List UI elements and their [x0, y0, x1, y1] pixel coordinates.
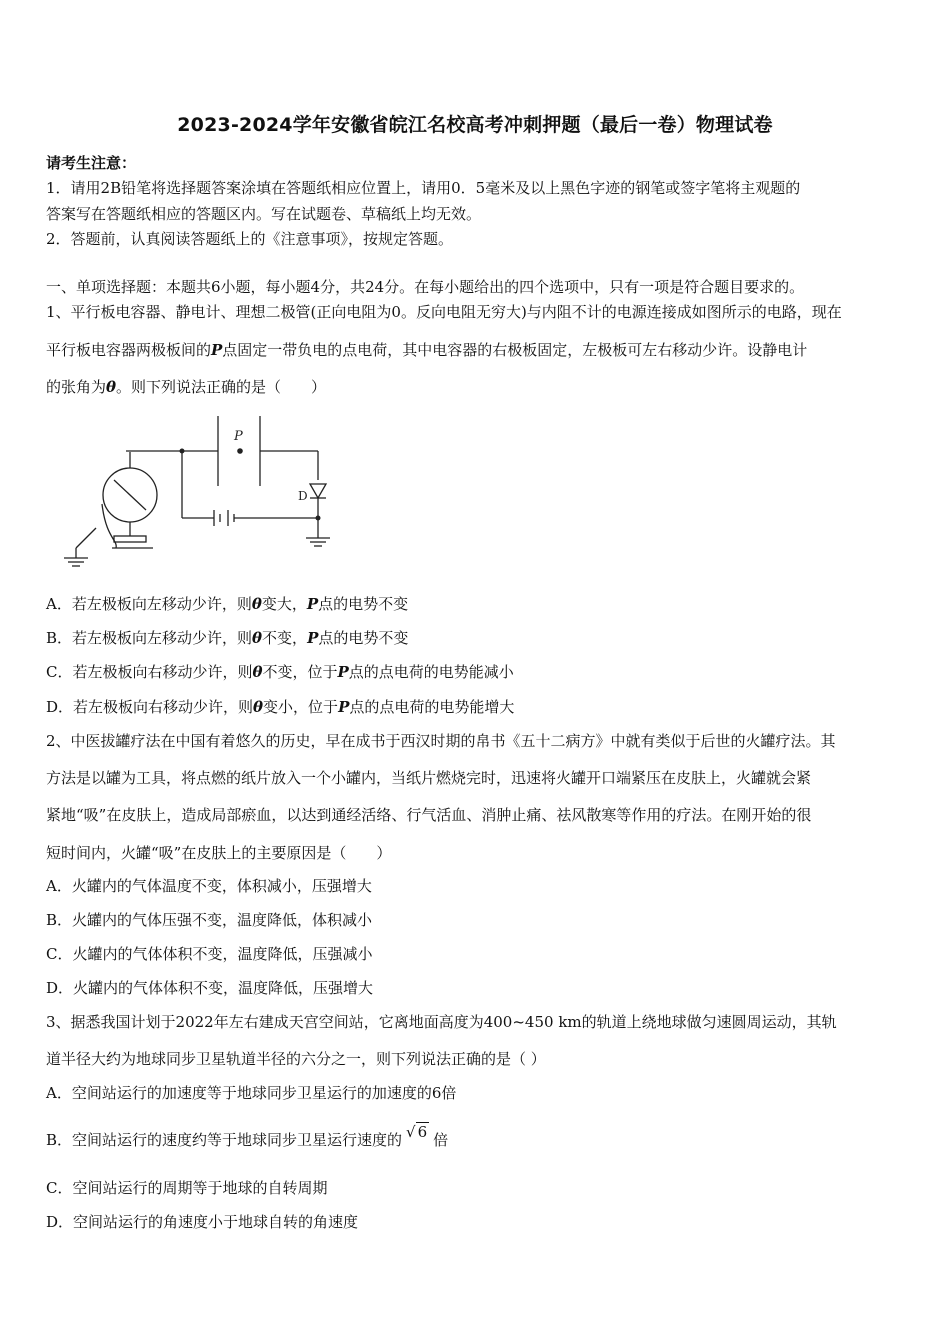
option-text: B．空间站运行的速度约等于地球同步卫星运行速度的	[46, 1131, 403, 1149]
option-text: C．若左极板向右移动少许，则	[46, 663, 253, 681]
q1-option-b	[46, 628, 916, 648]
q3-option-b	[46, 1123, 916, 1150]
q1-option-a	[46, 594, 916, 614]
q1-stem-text: 点固定一带负电的点电荷，其中电容器的右极板固定，左极板可左右移动少许。设静电计	[222, 341, 808, 359]
q1-option-d	[46, 697, 916, 717]
page-title: 2023-2024学年安徽省皖江名校高考冲刺押题（最后一卷）物理试卷	[177, 114, 773, 136]
q2-stem-line-1: 2、中医拔罐疗法在中国有着悠久的历史，早在成书于西汉时期的帛书《五十二病方》中就有类似于后世的火罐疗法。其	[46, 732, 836, 750]
q2-option-d: D．火罐内的气体体积不变，温度降低，压强增大	[46, 979, 374, 997]
q1-option-c	[46, 662, 916, 682]
q1-stem-text: 的张角为	[46, 378, 107, 396]
point-charge-dot	[237, 448, 243, 454]
diode-label: D	[298, 489, 308, 503]
diode	[310, 484, 326, 498]
notice-line-3: 2．答题前，认真阅读答题纸上的《注意事项》，按规定答题。	[46, 230, 454, 248]
q1-stem-line-2	[46, 340, 916, 360]
q1-stem-line-1: 1、平行板电容器、静电计、理想二极管(正向电阻为0。反向电阻无穷大)与内阻不计的电源连接成如图所示的电路，现在	[46, 303, 842, 321]
q2-option-b: B．火罐内的气体压强不变，温度降低，体积减小	[46, 911, 373, 929]
option-text: 倍	[433, 1131, 449, 1149]
section-heading: 一、单项选择题：本题共6小题，每小题4分，共24分。在每小题给出的四个选项中，只有一项是符合题目要求的。	[46, 278, 805, 296]
option-text: B．若左极板向左移动少许，则	[46, 629, 253, 647]
theta-symbol: θ	[252, 663, 263, 681]
theta-symbol: θ	[252, 629, 263, 647]
option-text: 变大，	[261, 595, 307, 613]
q1-stem-text: 平行板电容器两极板间的	[46, 341, 212, 359]
q2-stem-line-4: 短时间内，火罐“吸”在皮肤上的主要原因是（ ）	[46, 844, 392, 862]
q1-stem-text: 。则下列说法正确的是（ ）	[116, 378, 327, 396]
option-text: 变小，位于	[263, 698, 339, 716]
option-text: 点的电势不变	[318, 629, 409, 647]
q2-stem-line-3: 紧地“吸”在皮肤上，造成局部瘀血，以达到通经活络、行气活血、消肿止痛、祛风散寒等作用的疗法。在刚开始的很	[46, 806, 812, 824]
sqrt-expression: √ 6	[406, 1123, 428, 1141]
q3-stem-line-2: 道半径大约为地球同步卫星轨道半径的六分之一，则下列说法正确的是（ ）	[46, 1050, 546, 1068]
option-text: 不变，	[262, 629, 308, 647]
notice-heading: 请考生注意：	[46, 154, 137, 172]
theta-symbol: θ	[251, 595, 262, 613]
option-text: 点的点电荷的电势能增大	[349, 698, 515, 716]
option-text: 点的点电荷的电势能减小	[348, 663, 514, 681]
option-text: A．若左极板向左移动少许，则	[46, 595, 252, 613]
notice-line-1: 1．请用2B铅笔将选择题答案涂填在答题纸相应位置上，请用0．5毫米及以上黑色字迹的钢笔或签字笔将主观题的	[46, 179, 801, 197]
point-p-label: P	[306, 595, 319, 613]
circuit-diagram	[56, 408, 346, 568]
theta-symbol: θ	[106, 378, 117, 396]
notice-line-2: 答案写在答题纸相应的答题区内。写在试题卷、草稿纸上均无效。	[46, 205, 482, 223]
q3-option-a: A．空间站运行的加速度等于地球同步卫星运行的加速度的6倍	[46, 1084, 457, 1102]
point-p-label: P	[211, 341, 223, 359]
point-p-label: P	[337, 663, 349, 681]
point-p-label: P	[338, 698, 350, 716]
sqrt-radicand: 6	[417, 1123, 428, 1141]
option-text: D．若左极板向右移动少许，则	[46, 698, 254, 716]
q3-option-c: C．空间站运行的周期等于地球的自转周期	[46, 1179, 328, 1197]
point-p-label: P	[234, 429, 243, 444]
q2-option-c: C．火罐内的气体体积不变，温度降低，压强减小	[46, 945, 373, 963]
q3-stem-line-1: 3、据悉我国计划于2022年左右建成天宫空间站，它离地面高度为400~450 km的轨道上绕地球做匀速圆周运动，其轨	[46, 1013, 837, 1031]
q2-option-a: A．火罐内的气体温度不变，体积减小，压强增大	[46, 877, 372, 895]
q1-stem-line-3	[46, 377, 916, 397]
option-text: 点的电势不变	[318, 595, 409, 613]
option-text: 不变，位于	[262, 663, 338, 681]
q3-option-d: D．空间站运行的角速度小于地球自转的角速度	[46, 1213, 359, 1231]
q2-stem-line-2: 方法是以罐为工具，将点燃的纸片放入一个小罐内，当纸片燃烧完时，迅速将火罐开口端紧压在皮肤上，火罐就会紧	[46, 769, 812, 787]
point-p-label: P	[307, 629, 319, 647]
theta-symbol: θ	[253, 698, 264, 716]
